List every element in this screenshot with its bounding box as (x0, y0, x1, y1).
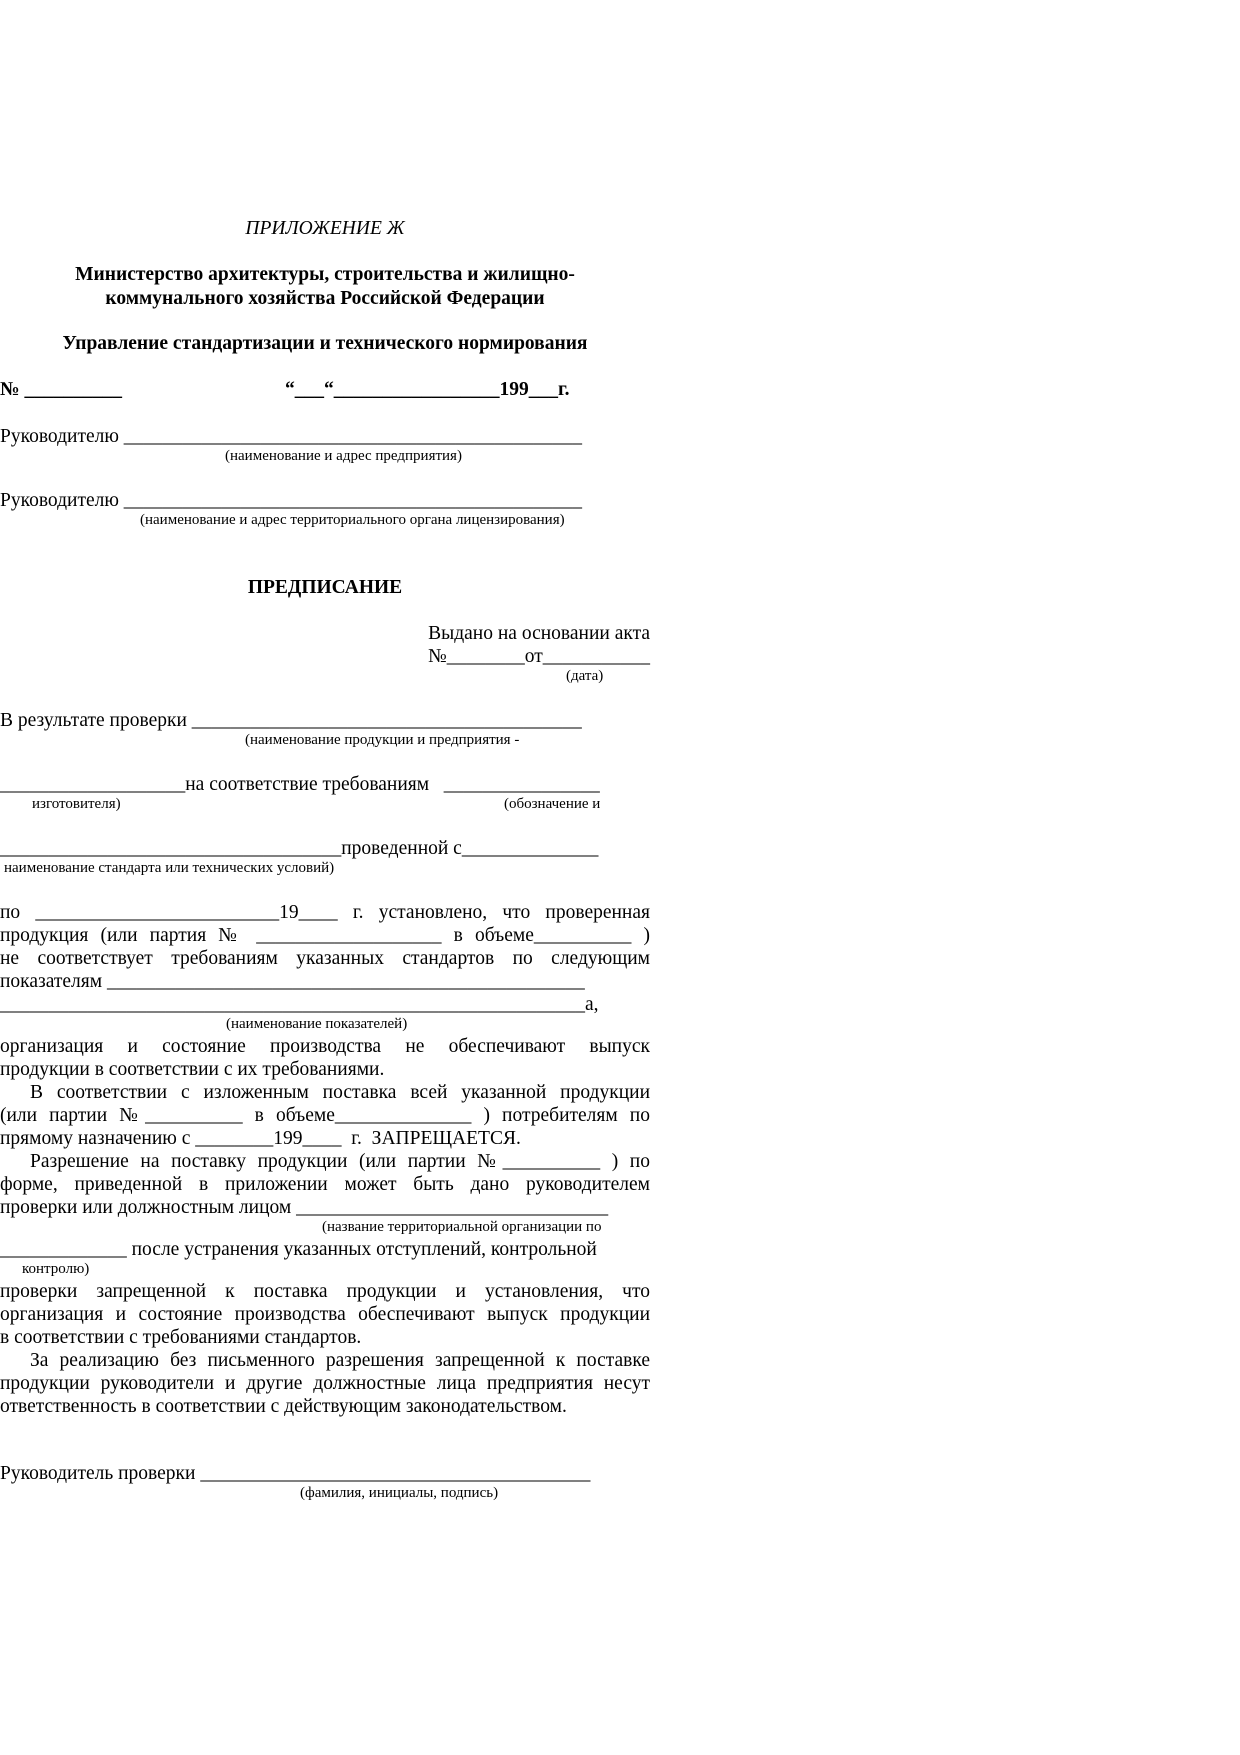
permission-line-1: Разрешение на поставку продукции (или партии №__________ ) по (30, 1151, 650, 1172)
control-caption: контролю) (22, 1261, 90, 1277)
issued-date-caption: (дата) (566, 668, 604, 684)
ministry-line-2: коммунального хозяйства Российской Федерации (105, 288, 545, 309)
indicators-caption: (наименование показателей) (226, 1016, 408, 1032)
addressee-caption-1: (наименование и адрес предприятия) (225, 448, 462, 464)
product-enterprise-caption: (наименование продукции и предприятия - (245, 732, 520, 748)
finding-line-2: продукция (или партия № ___________________ в объеме__________ ) (0, 925, 650, 946)
permission-line-4: _____________ после устранения указанных отступлений, контрольной (0, 1240, 597, 1260)
manufacturer-caption: изготовителя) (32, 796, 121, 812)
liability-line-2: продукции руководители и другие должностные лица предприятия несут (0, 1373, 650, 1394)
permission-line-2: форме, приведенной в приложении может быть дано руководителем (0, 1174, 650, 1195)
addressee-line-2: Руководителю _______________________________________________ (0, 491, 583, 511)
inspection-line-3: в соответствии с требованиями стандартов. (0, 1327, 362, 1348)
inspection-line-2: организация и состояние производства обеспечивают выпуск продукции (0, 1304, 650, 1325)
signature-line: Руководитель проверки ________________________________________ (0, 1464, 591, 1484)
organization-line-2: продукции в соответствии с их требованиями. (0, 1059, 385, 1080)
document-title: ПРЕДПИСАНИЕ (247, 577, 403, 598)
issued-basis-line: Выдано на основании акта (428, 623, 650, 644)
document-date-field: “___“_________________199___г. (285, 379, 570, 400)
prohibition-line-3: прямому назначению с ________199____ г. ЗАПРЕЩАЕТСЯ. (0, 1128, 521, 1149)
conformity-line: ___________________на соответствие требованиям ________________ (0, 775, 600, 795)
permission-line-3: проверки или должностным лицом ________________________________ (0, 1198, 609, 1218)
finding-line-3: не соответствует требованиям указанных стандартов по следующим (0, 948, 650, 969)
inspection-result-line: В результате проверки ________________________________________ (0, 711, 582, 731)
conducted-line: ___________________________________проведенной с______________ (0, 839, 599, 859)
territorial-org-caption: (название территориальной организации по (322, 1219, 602, 1235)
prohibition-line-1: В соответствии с изложенным поставка всей указанной продукции (30, 1082, 650, 1103)
finding-line-4: показателям _________________________________________________ (0, 972, 585, 992)
signature-caption: (фамилия, инициалы, подпись) (300, 1485, 499, 1501)
appendix-label: ПРИЛОЖЕНИЕ Ж (245, 218, 405, 239)
ministry-line-1: Министерство архитектуры, строительства и жилищно- (75, 264, 575, 285)
prohibition-line-2: (или партии №__________ в объеме______________ ) потребителям по (0, 1105, 650, 1126)
document-number-field: № __________ (0, 379, 122, 400)
finding-line-1: по _________________________19____ г. установлено, что проверенная (0, 902, 650, 923)
addressee-line-1: Руководителю _______________________________________________ (0, 427, 583, 447)
designation-caption: (обозначение и (504, 796, 601, 812)
liability-line-3: ответственность в соответствии с действующим законодательством. (0, 1396, 567, 1417)
department-heading: Управление стандартизации и технического нормирования (62, 333, 588, 354)
inspection-line-1: проверки запрещенной к поставка продукции и установления, что (0, 1281, 650, 1302)
liability-line-1: За реализацию без письменного разрешения запрещенной к поставке (30, 1350, 650, 1371)
finding-line-5: ____________________________________________________________а, (0, 995, 599, 1015)
standard-caption: наименование стандарта или технических условий) (4, 860, 335, 876)
organization-line-1: организация и состояние производства не обеспечивают выпуск (0, 1036, 650, 1057)
addressee-caption-2: (наименование и адрес территориального органа лицензирования) (140, 512, 565, 528)
act-number-field: №________от___________ (428, 646, 650, 667)
